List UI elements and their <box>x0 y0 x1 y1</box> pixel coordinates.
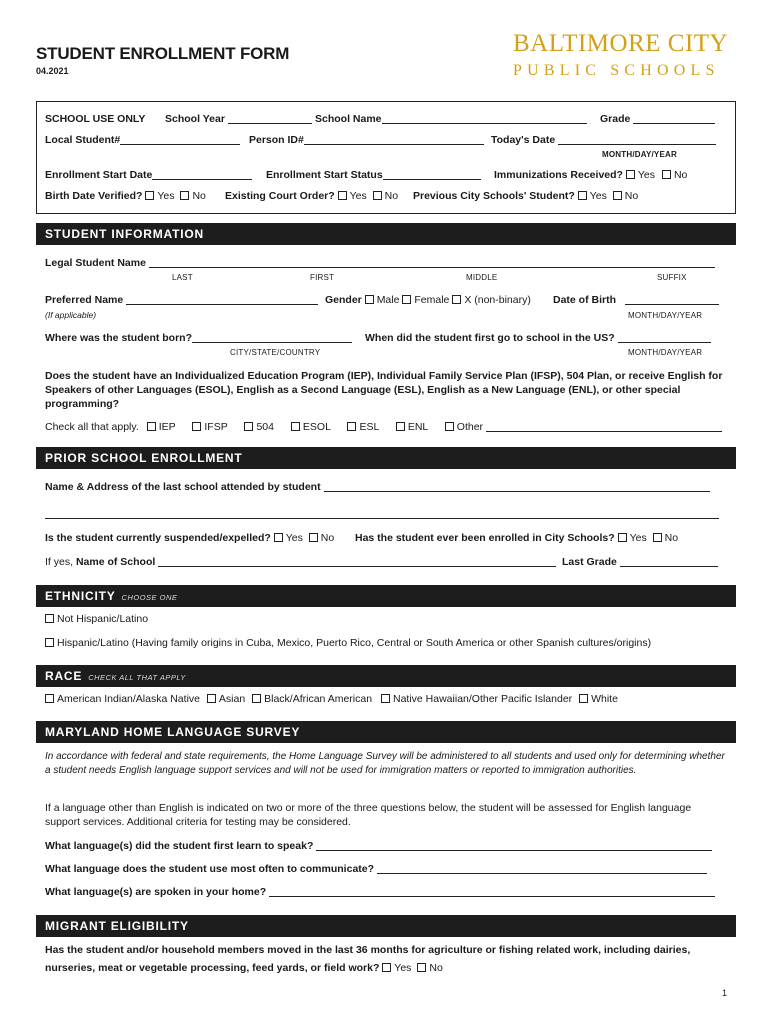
first-language-field[interactable] <box>316 840 712 851</box>
gender-female-checkbox[interactable] <box>402 295 411 304</box>
race-american-indian-label: American Indian/Alaska Native <box>57 693 200 705</box>
race-white-checkbox[interactable] <box>579 694 588 703</box>
enl-checkbox[interactable] <box>396 422 405 431</box>
previous-student-label: Previous City Schools' Student? <box>413 190 575 202</box>
hispanic-checkbox[interactable] <box>45 638 54 647</box>
migrant-no-checkbox[interactable] <box>417 963 426 972</box>
iep-label: IEP <box>158 421 176 433</box>
esol-checkbox[interactable] <box>291 422 300 431</box>
first-school-label: When did the student first go to school in the US? <box>365 332 615 344</box>
language-survey-header: MARYLAND HOME LANGUAGE SURVEY <box>36 721 736 743</box>
name-of-school-label: Name of School <box>75 556 156 568</box>
born-field[interactable] <box>192 332 352 343</box>
migrant-question-line-2: nurseries, meat or vegetable processing, feed yards, or field work? <box>45 962 380 974</box>
student-info-header: STUDENT INFORMATION <box>36 223 736 245</box>
not-hispanic-checkbox[interactable] <box>45 614 54 623</box>
court-order-no-checkbox[interactable] <box>373 191 382 200</box>
migrant-header: MIGRANT ELIGIBILITY <box>36 915 736 937</box>
name-of-school-field[interactable] <box>158 556 556 567</box>
immunizations-no-checkbox[interactable] <box>662 170 671 179</box>
born-label: Where was the student born? <box>45 332 193 344</box>
language-note: If a language other than English is indicated on two or more of the three questions below, the student will be assessed for English language support services. Additional criteria for testing may be considered. <box>45 802 692 828</box>
hispanic-label: Hispanic/Latino (Having family origins in Cuba, Mexico, Puerto Rico, Central or South America or other Spanish cultures/origins) <box>57 637 652 649</box>
race-black-checkbox[interactable] <box>252 694 261 703</box>
most-used-language-label: What language does the student use most often to communicate? <box>45 863 375 875</box>
programs-question: Does the student have an Individualized Education Program (IEP), Individual Family Service Plan (IFSP), 504 Plan, or receive English for Speakers of other Languages (ESOL), English as a Second Language (ESL), English as a New Language (ENL), or other special programming? <box>45 370 723 410</box>
last-school-field-2[interactable] <box>45 508 719 519</box>
local-student-field[interactable] <box>120 134 240 145</box>
previous-student-yes-checkbox[interactable] <box>578 191 587 200</box>
form-date: 04.2021 <box>36 66 69 76</box>
logo-line-2: PUBLIC SCHOOLS <box>513 62 720 79</box>
form-title: STUDENT ENROLLMENT FORM <box>36 44 290 63</box>
gender-label: Gender <box>325 294 362 306</box>
last-hint: LAST <box>172 273 193 282</box>
race-hawaiian-label: Native Hawaiian/Other Pacific Islander <box>393 693 573 705</box>
prior-school-header: PRIOR SCHOOL ENROLLMENT <box>36 447 736 469</box>
school-year-field[interactable] <box>228 113 312 124</box>
ifsp-checkbox[interactable] <box>192 422 201 431</box>
dob-hint: MONTH/DAY/YEAR <box>628 311 703 320</box>
logo-line-1: BALTIMORE CITY <box>513 30 729 57</box>
enroll-start-field[interactable] <box>152 169 252 180</box>
first-school-field[interactable] <box>618 332 711 343</box>
esol-label: ESOL <box>302 421 331 433</box>
504-label: 504 <box>256 421 274 433</box>
enrolled-yes-checkbox[interactable] <box>618 533 627 542</box>
if-applicable-hint: (If applicable) <box>45 310 97 320</box>
grade-field[interactable] <box>633 113 715 124</box>
last-school-field[interactable] <box>324 481 710 492</box>
enroll-status-label: Enrollment Start Status <box>266 169 383 181</box>
enroll-status-field[interactable] <box>383 169 481 180</box>
middle-hint: MIDDLE <box>466 273 498 282</box>
immunizations-label: Immunizations Received? <box>494 169 623 181</box>
race-hawaiian-checkbox[interactable] <box>381 694 390 703</box>
first-language-label: What language(s) did the student first learn to speak? <box>45 840 314 852</box>
first-school-hint: MONTH/DAY/YEAR <box>628 348 703 357</box>
last-school-label: Name & Address of the last school attended by student <box>45 481 321 493</box>
legal-name-field[interactable] <box>149 257 715 268</box>
birth-verified-label: Birth Date Verified? <box>45 190 143 202</box>
legal-name-label: Legal Student Name <box>45 257 146 269</box>
check-all-label: Check all that apply. <box>45 421 139 433</box>
enroll-start-label: Enrollment Start Date <box>45 169 153 181</box>
todays-date-field[interactable] <box>558 134 716 145</box>
previous-student-no-checkbox[interactable] <box>613 191 622 200</box>
if-yes-label: If yes, <box>45 556 74 568</box>
language-intro: In accordance with federal and state requirements, the Home Language Survey will be administered to all students and used only for determining whether a student needs English language support services and will not be used for immigration matters or reported to immigration authorities. <box>45 751 725 776</box>
city-hint: CITY/STATE/COUNTRY <box>230 348 321 357</box>
person-id-field[interactable] <box>304 134 484 145</box>
school-name-label: School Name <box>315 113 382 125</box>
immunizations-yes-checkbox[interactable] <box>626 170 635 179</box>
race-american-indian-checkbox[interactable] <box>45 694 54 703</box>
suffix-hint: SUFFIX <box>657 273 687 282</box>
birth-verified-yes-checkbox[interactable] <box>145 191 154 200</box>
race-asian-checkbox[interactable] <box>207 694 216 703</box>
esl-label: ESL <box>359 421 379 433</box>
first-hint: FIRST <box>310 273 335 282</box>
last-grade-label: Last Grade <box>562 556 617 568</box>
todays-date-label: Today's Date <box>491 134 556 146</box>
504-checkbox[interactable] <box>244 422 253 431</box>
not-hispanic-label: Not Hispanic/Latino <box>57 613 149 625</box>
local-student-label: Local Student# <box>45 134 121 146</box>
race-black-label: Black/African American <box>264 693 373 705</box>
suspended-label: Is the student currently suspended/expelled? <box>45 532 271 544</box>
other-label: Other <box>456 421 484 433</box>
person-id-label: Person ID# <box>249 134 304 146</box>
other-checkbox[interactable] <box>445 422 454 431</box>
race-asian-label: Asian <box>218 693 246 705</box>
suspended-yes-checkbox[interactable] <box>274 533 283 542</box>
grade-label: Grade <box>600 113 631 125</box>
gender-male-checkbox[interactable] <box>365 295 374 304</box>
enrolled-before-label: Has the student ever been enrolled in City Schools? <box>355 532 615 544</box>
preferred-name-label: Preferred Name <box>45 294 124 306</box>
ethnicity-header: ETHNICITY CHOOSE ONE <box>36 585 736 607</box>
home-language-field[interactable] <box>269 886 715 897</box>
school-year-label: School Year <box>165 113 225 125</box>
race-header: RACE CHECK ALL THAT APPLY <box>36 665 736 687</box>
migrant-yes-checkbox[interactable] <box>382 963 391 972</box>
esl-checkbox[interactable] <box>347 422 356 431</box>
enl-label: ENL <box>407 421 428 433</box>
migrant-question-line-1: Has the student and/or household members moved in the last 36 months for agriculture or fishing related work, including dairies, <box>45 944 691 956</box>
dob-label: Date of Birth <box>553 294 616 306</box>
gender-nonbinary-checkbox[interactable] <box>452 295 461 304</box>
page-number: 1 <box>722 988 728 998</box>
todays-date-hint: MONTH/DAY/YEAR <box>602 150 677 159</box>
school-use-label: SCHOOL USE ONLY <box>45 113 146 125</box>
school-name-field[interactable] <box>382 113 587 124</box>
enrolled-no-checkbox[interactable] <box>653 533 662 542</box>
dob-field[interactable] <box>625 294 719 305</box>
court-order-yes-checkbox[interactable] <box>338 191 347 200</box>
ifsp-label: IFSP <box>204 421 228 433</box>
iep-checkbox[interactable] <box>147 422 156 431</box>
preferred-name-field[interactable] <box>126 294 318 305</box>
race-white-label: White <box>591 693 618 705</box>
home-language-label: What language(s) are spoken in your home? <box>45 886 267 898</box>
court-order-label: Existing Court Order? <box>225 190 335 202</box>
last-grade-field[interactable] <box>620 556 718 567</box>
other-field[interactable] <box>486 421 722 432</box>
birth-verified-no-checkbox[interactable] <box>180 191 189 200</box>
most-used-language-field[interactable] <box>377 863 707 874</box>
suspended-no-checkbox[interactable] <box>309 533 318 542</box>
